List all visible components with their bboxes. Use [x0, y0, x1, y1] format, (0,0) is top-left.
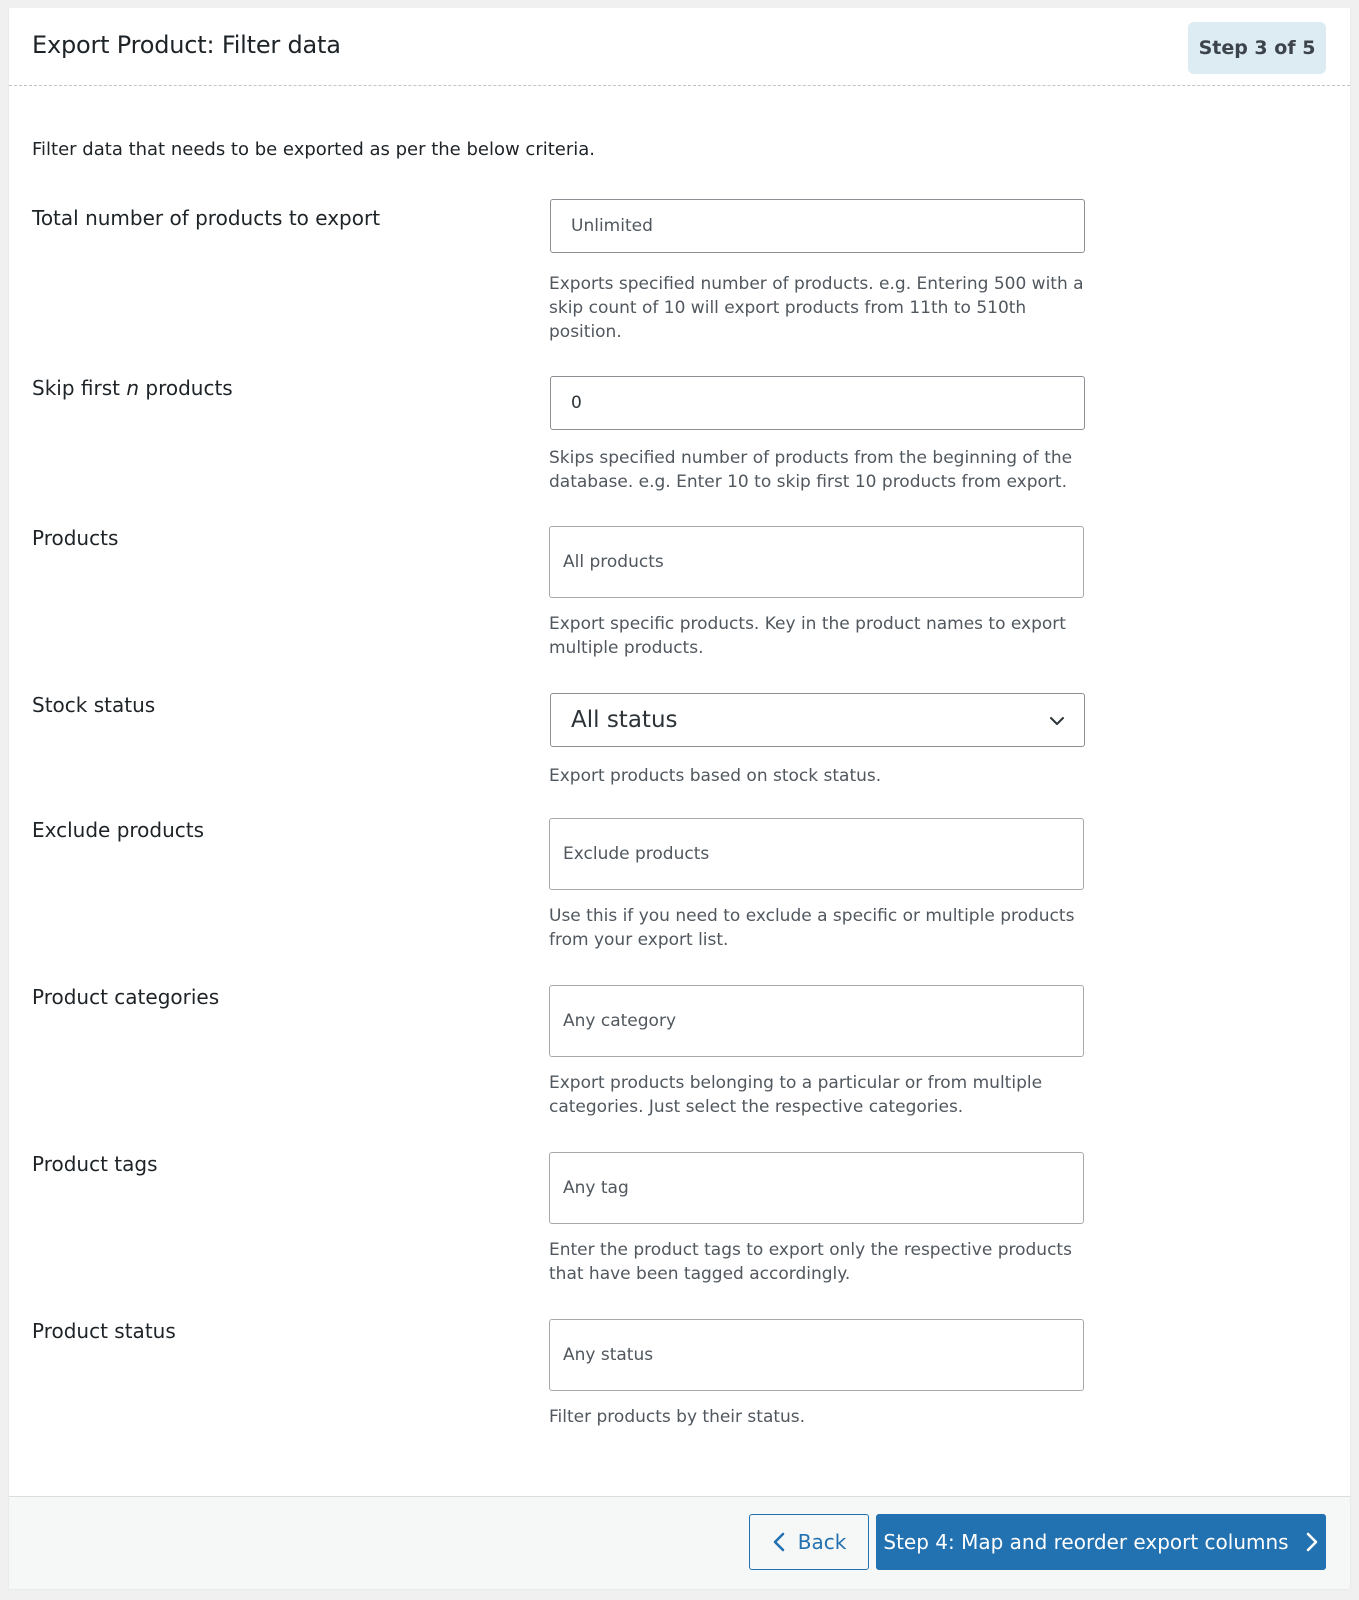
panel-header — [9, 8, 1350, 86]
products-label: Products — [32, 526, 119, 550]
stock-status-selected: All status — [571, 707, 678, 733]
step-badge: Step 3 of 5 — [1188, 22, 1326, 74]
skip-label-pre: Skip first — [32, 376, 127, 400]
product-categories-help: Export products belonging to a particular or from multiple categories. Just select the respective categories. — [549, 1073, 1043, 1117]
product-categories-placeholder: Any category — [563, 1011, 676, 1031]
skip-products-input[interactable] — [550, 376, 1085, 430]
skip-label-var: n — [126, 376, 140, 400]
product-tags-placeholder: Any tag — [563, 1178, 629, 1198]
product-status-label: Product status — [32, 1319, 176, 1343]
total-products-placeholder: Unlimited — [571, 216, 653, 236]
products-placeholder: All products — [563, 552, 664, 572]
product-tags-help: Enter the product tags to export only the respective products that have been tagged accordingly. — [549, 1240, 1072, 1284]
chevron-down-icon — [1048, 712, 1066, 730]
page-title: Export Product: Filter data — [32, 31, 341, 59]
product-status-placeholder: Any status — [563, 1345, 654, 1365]
total-products-help: Exports specified number of products. e.g. Entering 500 with a skip count of 10 will export products from 11th to 510th position. — [549, 274, 1084, 342]
products-help: Export specific products. Key in the product names to export multiple products. — [549, 614, 1066, 658]
total-products-input[interactable] — [550, 199, 1085, 253]
skip-products-help: Skips specified number of products from the beginning of the database. e.g. Enter 10 to skip first 10 products from export. — [549, 448, 1073, 492]
next-step-button[interactable] — [876, 1514, 1326, 1570]
back-button-label: Back — [797, 1530, 847, 1554]
exclude-products-help: Use this if you need to exclude a specific or multiple products from your export list. — [549, 906, 1075, 950]
skip-label-post: products — [139, 376, 233, 400]
skip-products-value: 0 — [571, 393, 582, 413]
chevron-right-icon — [1305, 1532, 1319, 1552]
product-status-help: Filter products by their status. — [549, 1407, 806, 1427]
product-tags-label: Product tags — [32, 1152, 158, 1176]
products-search[interactable] — [549, 526, 1084, 598]
skip-products-label — [32, 376, 233, 400]
stock-status-help: Export products based on stock status. — [549, 766, 882, 786]
product-tags-search[interactable] — [549, 1152, 1084, 1224]
exclude-products-label: Exclude products — [32, 818, 205, 842]
back-button[interactable] — [749, 1514, 869, 1570]
product-status-search[interactable] — [549, 1319, 1084, 1391]
next-step-button-label: Step 4: Map and reorder export columns — [883, 1530, 1289, 1554]
exclude-products-placeholder: Exclude products — [563, 844, 710, 864]
stock-status-select[interactable] — [550, 693, 1085, 747]
total-products-label: Total number of products to export — [32, 206, 381, 230]
panel-footer — [9, 1496, 1350, 1589]
chevron-left-icon — [772, 1532, 786, 1552]
exclude-products-search[interactable] — [549, 818, 1084, 890]
product-categories-label: Product categories — [32, 985, 220, 1009]
product-categories-search[interactable] — [549, 985, 1084, 1057]
stock-status-label: Stock status — [32, 693, 156, 717]
export-panel — [9, 8, 1350, 1588]
intro-text: Filter data that needs to be exported as per the below criteria. — [32, 139, 596, 160]
